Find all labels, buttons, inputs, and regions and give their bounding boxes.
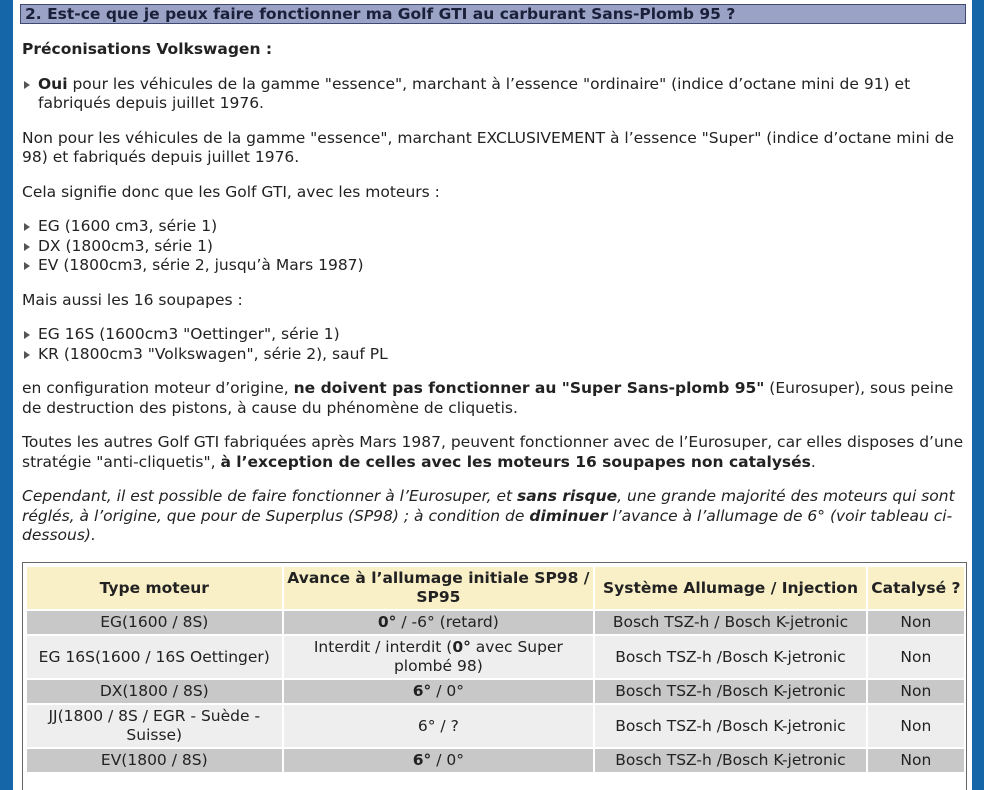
cell-systeme: Bosch TSZ-h / Bosch K-jetronic <box>595 611 866 634</box>
header-systeme: Système Allumage / Injection <box>595 567 866 609</box>
cell-catalyse: Non <box>868 705 964 747</box>
cell-systeme: Bosch TSZ-h /Bosch K-jetronic <box>595 749 866 772</box>
cell-systeme: Bosch TSZ-h /Bosch K-jetronic <box>595 705 866 747</box>
cell-type: JJ(1800 / 8S / EGR - Suède - Suisse) <box>27 705 282 747</box>
list-item: DX (1800cm3, série 1) <box>22 237 967 257</box>
section-title: 2. Est-ce que je peux faire fonctionner ma Golf GTI au carburant Sans-Plomb 95 ? <box>20 4 966 24</box>
para-non: Non pour les véhicules de la gamme "essence", marchant EXCLUSIVEMENT à l’essence "Super" (indice d’octane mini de 98) et fabriqués depuis juillet 1976. <box>22 128 955 166</box>
para-cependant: Cependant, il est possible de faire fonctionner à l’Eurosuper, et sans risque, une grande majorité des moteurs qui sont réglés, à l’origine, que pour de Superplus (SP98) ; à condition de diminuer l’avance à l’allumage de 6° (voir tableau ci-dessous). <box>22 487 955 544</box>
engines-list <box>22 217 967 276</box>
cell-systeme: Bosch TSZ-h /Bosch K-jetronic <box>595 636 866 678</box>
bullet-triangle-icon <box>24 262 30 270</box>
bullet-triangle-icon <box>24 81 30 89</box>
header-catalyse: Catalysé ? <box>868 567 964 609</box>
table-row <box>27 611 964 634</box>
cell-type: EG(1600 / 8S) <box>27 611 282 634</box>
cell-avance: 6° / ? <box>284 705 594 747</box>
cell-type: EV(1800 / 8S) <box>27 749 282 772</box>
bullet-triangle-icon <box>24 223 30 231</box>
bullet-triangle-icon <box>24 331 30 339</box>
para-mais: Mais aussi les 16 soupapes : <box>22 290 243 309</box>
cell-catalyse: Non <box>868 611 964 634</box>
table-row <box>27 749 964 772</box>
cell-avance: Interdit / interdit (0° avec Super plombé 98) <box>284 636 594 678</box>
cell-catalyse: Non <box>868 636 964 678</box>
cell-catalyse: Non <box>868 680 964 703</box>
list-item: EV (1800cm3, série 2, jusqu’à Mars 1987) <box>22 256 967 276</box>
ignition-table-frame <box>22 562 967 790</box>
bullet-triangle-icon <box>24 351 30 359</box>
content-page <box>13 0 972 790</box>
cell-avance: 0° / -6° (retard) <box>284 611 594 634</box>
cell-avance: 6° / 0° <box>284 749 594 772</box>
list-item: EG 16S (1600cm3 "Oettinger", série 1) <box>22 325 967 345</box>
cell-catalyse: Non <box>868 749 964 772</box>
list-item: EG (1600 cm3, série 1) <box>22 217 967 237</box>
bullet-triangle-icon <box>24 243 30 251</box>
article-body <box>22 40 967 561</box>
ignition-table <box>25 565 966 774</box>
cell-type: EG 16S(1600 / 16S Oettinger) <box>27 636 282 678</box>
list-item: KR (1800cm3 "Volkswagen", série 2), sauf PL <box>22 345 967 365</box>
table-header-row <box>27 567 964 609</box>
table-row <box>27 705 964 747</box>
para-cela: Cela signifie donc que les Golf GTI, avec les moteurs : <box>22 182 440 201</box>
recommendations-heading: Préconisations Volkswagen : <box>22 40 273 58</box>
para-oui: Oui pour les véhicules de la gamme "essence", marchant à l’essence "ordinaire" (indice d’octane mini de 91) et fabriqués depuis juillet 1976. <box>22 75 967 114</box>
cell-avance: 6° / 0° <box>284 680 594 703</box>
cell-type: DX(1800 / 8S) <box>27 680 282 703</box>
table-row <box>27 680 964 703</box>
header-avance: Avance à l’allumage initiale SP98 / SP95 <box>284 567 594 609</box>
engines-16s-list <box>22 325 967 364</box>
table-row <box>27 636 964 678</box>
header-type-moteur: Type moteur <box>27 567 282 609</box>
cell-systeme: Bosch TSZ-h /Bosch K-jetronic <box>595 680 866 703</box>
para-autres: Toutes les autres Golf GTI fabriquées après Mars 1987, peuvent fonctionner avec de l’Eurosuper, car elles disposes d’une stratégie "anti-cliquetis", à l’exception de celles avec les moteurs 16 soupapes non catalysés. <box>22 433 964 471</box>
para-config: en configuration moteur d’origine, ne doivent pas fonctionner au "Super Sans-plomb 95" (Eurosuper), sous peine de destruction des pistons, à cause du phénomène de cliquetis. <box>22 379 954 417</box>
